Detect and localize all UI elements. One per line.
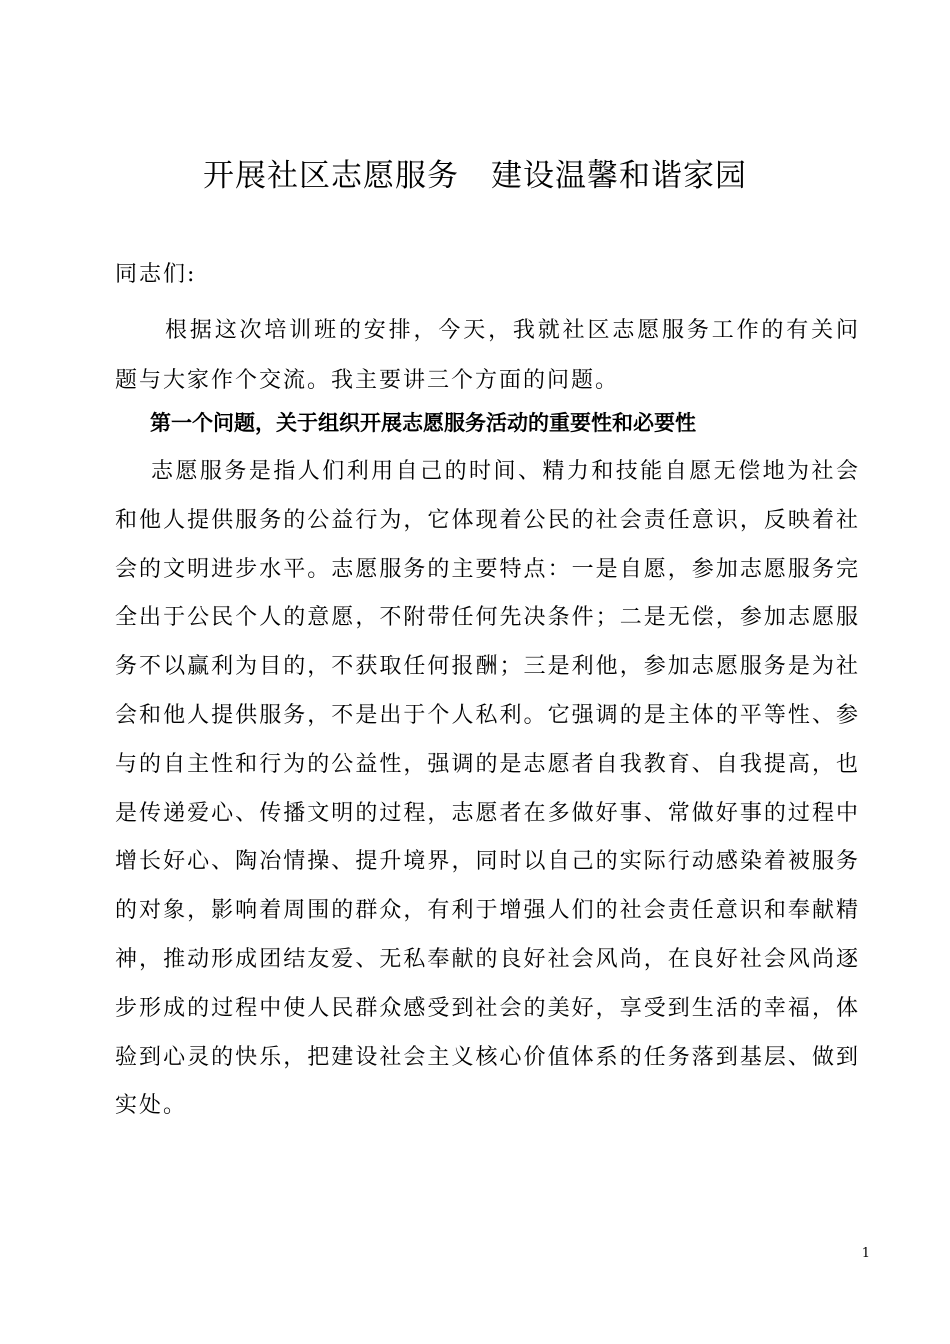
intro-paragraph: 根据这次培训班的安排，今天，我就社区志愿服务工作的有关问题与大家作个交流。我主要讲三个方面的问题。 (115, 318, 860, 393)
page-number: 1 (861, 1246, 870, 1261)
document-title: 开展社区志愿服务 建设温馨和谐家园 (203, 158, 747, 194)
section-paragraph: 志愿服务是指人们利用自己的时间、精力和技能自愿无偿地为社会和他人提供服务的公益行为，它体现着公民的社会责任意识，反映着社会的文明进步水平。志愿服务的主要特点：一是自愿，参加志愿服务完全出于公民个人的意愿，不附带任何先决条件；二是无偿，参加志愿服务不以赢利为目的，不获取任何报酬；三是利他，参加志愿服务是为社会和他人提供服务，不是出于个人私利。它强调的是主体的平等性、参与的自主性和行为的公益性，强调的是志愿者自我教育、自我提高，也是传递爱心、传播文明的过程，志愿者在多做好事、常做好事的过程中增长好心、陶冶情操、提升境界，同时以自己的实际行动感染着被服务的对象，影响着周围的群众，有利于增强人们的社会责任意识和奉献精神，推动形成团结友爱、无私奉献的良好社会风尚，在良好社会风尚逐步形成的过程中使人民群众感受到社会的美好，享受到生活的幸福，体验到心灵的快乐，把建设社会主义核心价值体系的任务落到基层、做到实处。 (115, 459, 860, 1119)
section-heading: 第一个问题，关于组织开展志愿服务活动的重要性和必要性 (150, 411, 696, 435)
salutation: 同志们: (115, 262, 197, 287)
